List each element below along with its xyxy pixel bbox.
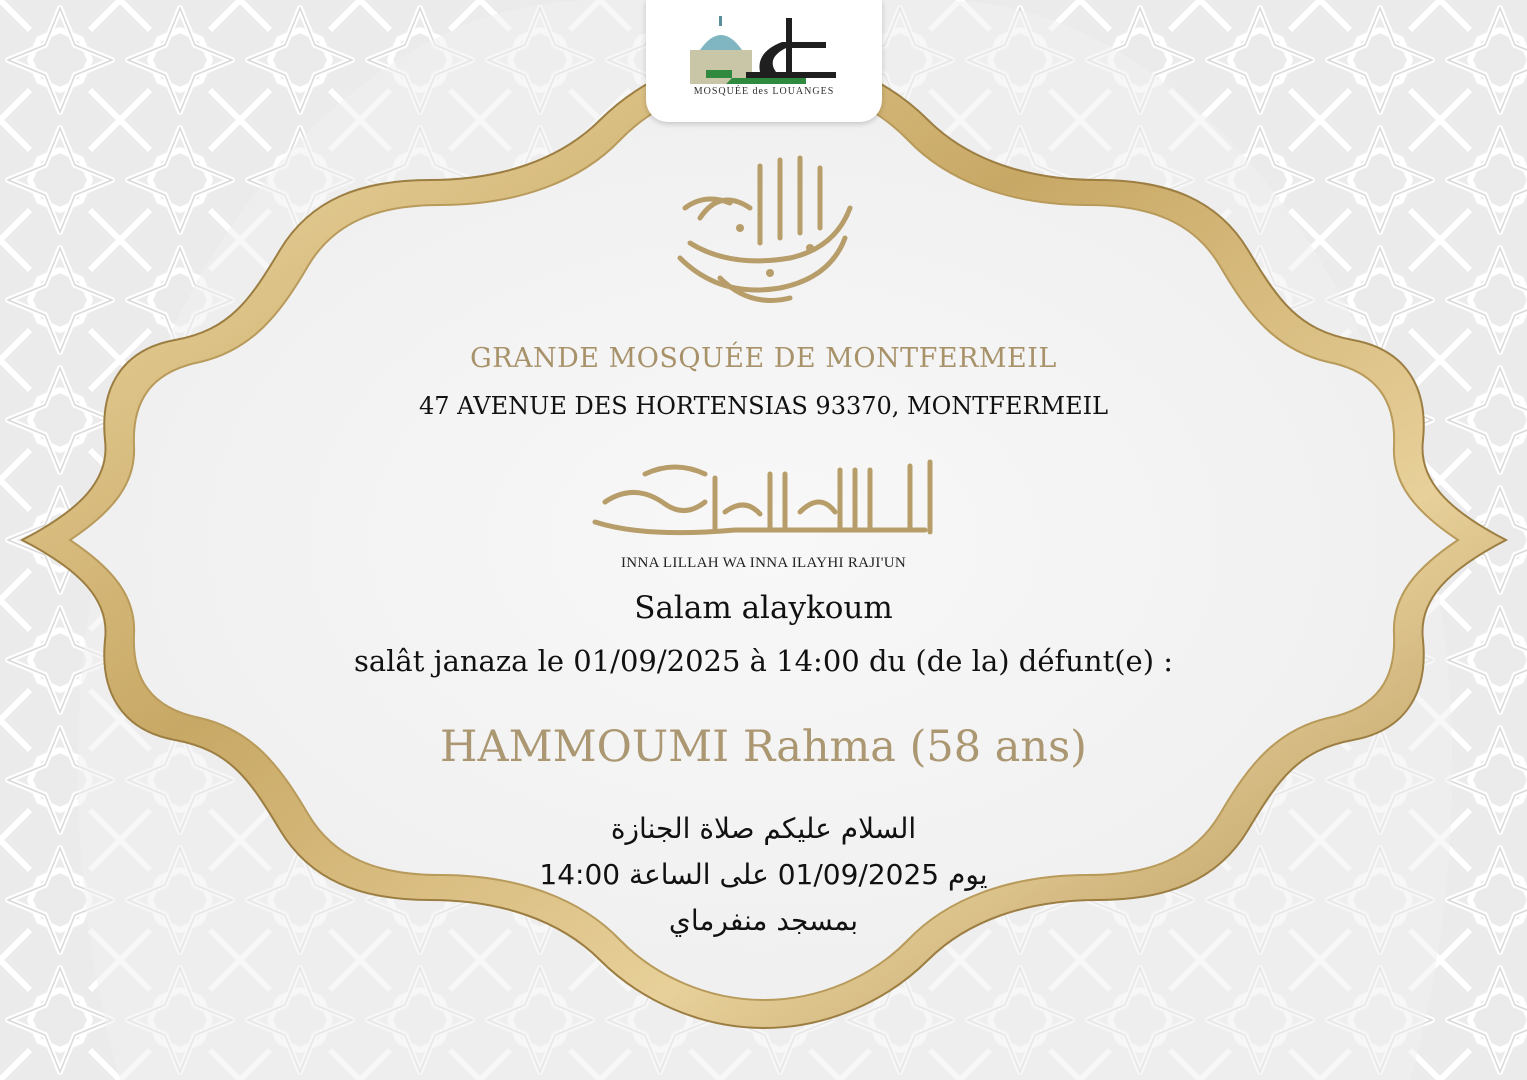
janaza-announcement: salât janaza le 01/09/2025 à 14:00 du (de la) défunt(e) :: [353, 644, 1174, 678]
mosque-address: 47 AVENUE DES HORTENSIAS 93370, MONTFERMEIL: [418, 392, 1109, 420]
mosque-name: GRANDE MOSQUÉE DE MONTFERMEIL: [470, 343, 1057, 374]
basmala-calligraphy-icon: [660, 148, 870, 313]
logo-caption: MOSQUÉE des LOUANGES: [693, 86, 835, 97]
arabic-greeting: السلام عليكم صلاة الجنازة: [610, 812, 917, 845]
arabic-date-time: يوم 01/09/2025 على الساعة 14:00: [539, 858, 988, 891]
verse-transliteration: INNA LILLAH WA INNA ILAYHI RAJI'UN: [621, 555, 906, 571]
greeting: Salam alaykoum: [634, 590, 893, 626]
arabic-location: بمسجد منفرماي: [668, 904, 859, 937]
mosque-dome-logo-icon: [686, 8, 842, 88]
mosque-logo: [646, 0, 882, 122]
inna-lillah-calligraphy-icon: [585, 452, 943, 542]
deceased-name: HAMMOUMI Rahma (58 ans): [440, 722, 1087, 772]
